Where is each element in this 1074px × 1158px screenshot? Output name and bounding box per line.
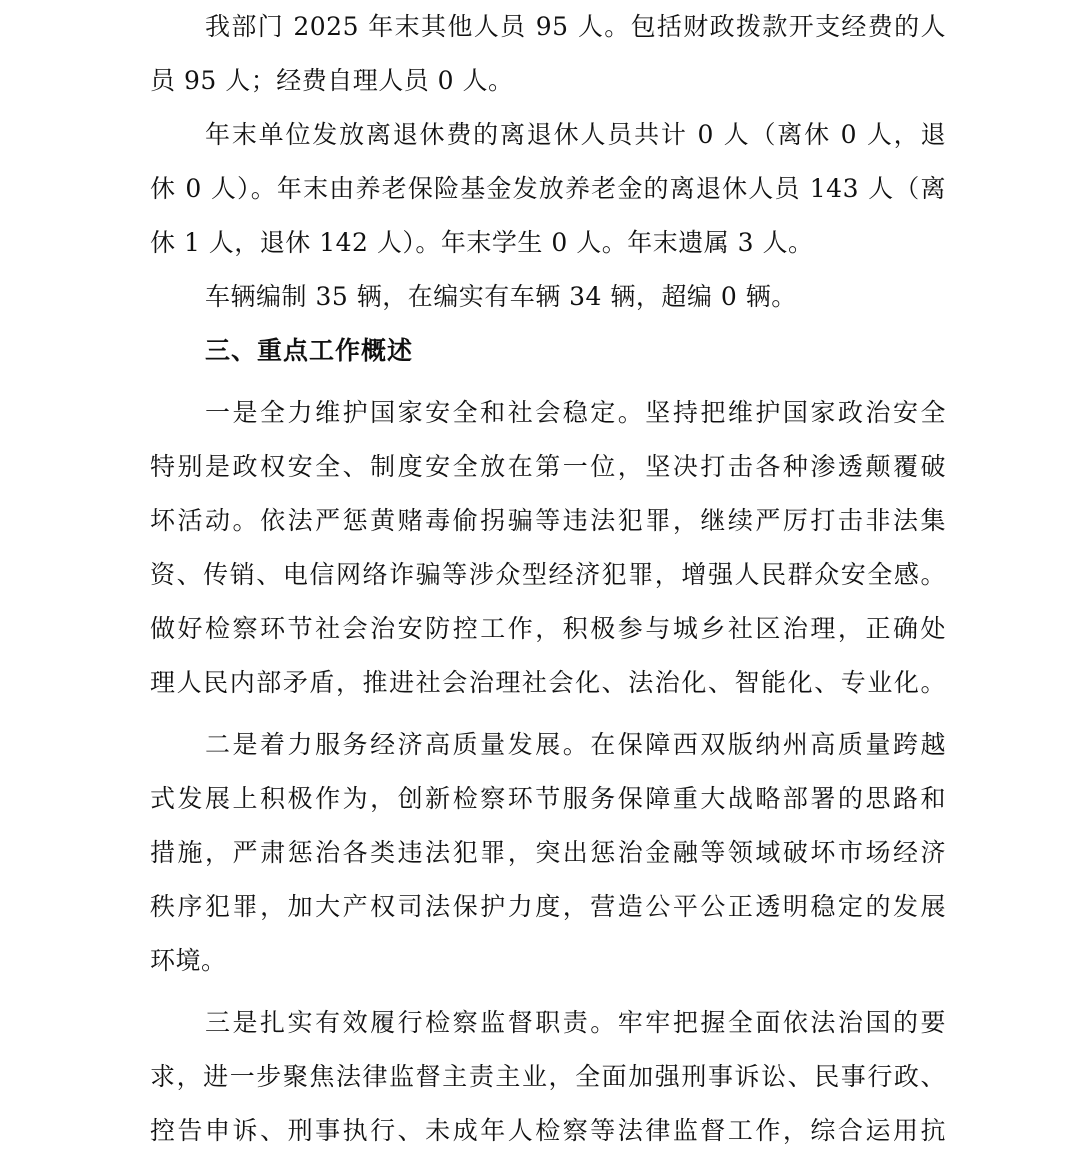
text-line: 休 1 人，退休 142 人）。年末学生 0 人。年末遗属 3 人。 — [150, 228, 814, 257]
text-line: 三是扎实有效履行检察监督职责。牢牢把握全面依法治国的要 — [205, 1008, 946, 1037]
text-line: 我部门 2025 年末其他人员 95 人。包括财政拨款开支经费的人 — [205, 12, 946, 41]
text-line: 求，进一步聚焦法律监督主责主业，全面加强刑事诉讼、民事行政、 — [150, 1062, 946, 1091]
text-line: 特别是政权安全、制度安全放在第一位，坚决打击各种渗透颠覆破 — [150, 452, 946, 481]
text-line: 二是着力服务经济高质量发展。在保障西双版纳州高质量跨越 — [205, 730, 946, 759]
text-line: 一是全力维护国家安全和社会稳定。坚持把维护国家政治安全 — [205, 398, 946, 427]
text-line: 资、传销、电信网络诈骗等涉众型经济犯罪，增强人民群众安全感。 — [150, 560, 946, 589]
text-line: 年末单位发放离退休费的离退休人员共计 0 人（离休 0 人，退 — [205, 120, 946, 149]
text-line: 休 0 人）。年末由养老保险基金发放养老金的离退休人员 143 人（离 — [150, 174, 946, 203]
text-line: 式发展上积极作为，创新检察环节服务保障重大战略部署的思路和 — [150, 784, 946, 813]
text-line: 坏活动。依法严惩黄赌毒偷拐骗等违法犯罪，继续严厉打击非法集 — [150, 506, 946, 535]
text-line: 做好检察环节社会治安防控工作，积极参与城乡社区治理，正确处 — [150, 614, 946, 643]
text-line: 理人民内部矛盾，推进社会治理社会化、法治化、智能化、专业化。 — [150, 668, 946, 697]
section-heading: 三、重点工作概述 — [205, 336, 414, 365]
text-line: 员 95 人；经费自理人员 0 人。 — [150, 66, 514, 95]
text-line: 车辆编制 35 辆，在编实有车辆 34 辆，超编 0 辆。 — [205, 282, 797, 311]
text-line: 秩序犯罪，加大产权司法保护力度，营造公平公正透明稳定的发展 — [150, 892, 946, 921]
text-line: 环境。 — [150, 946, 227, 975]
text-line: 措施，严肃惩治各类违法犯罪，突出惩治金融等领域破坏市场经济 — [150, 838, 946, 867]
text-line: 控告申诉、刑事执行、未成年人检察等法律监督工作，综合运用抗 — [150, 1116, 946, 1145]
